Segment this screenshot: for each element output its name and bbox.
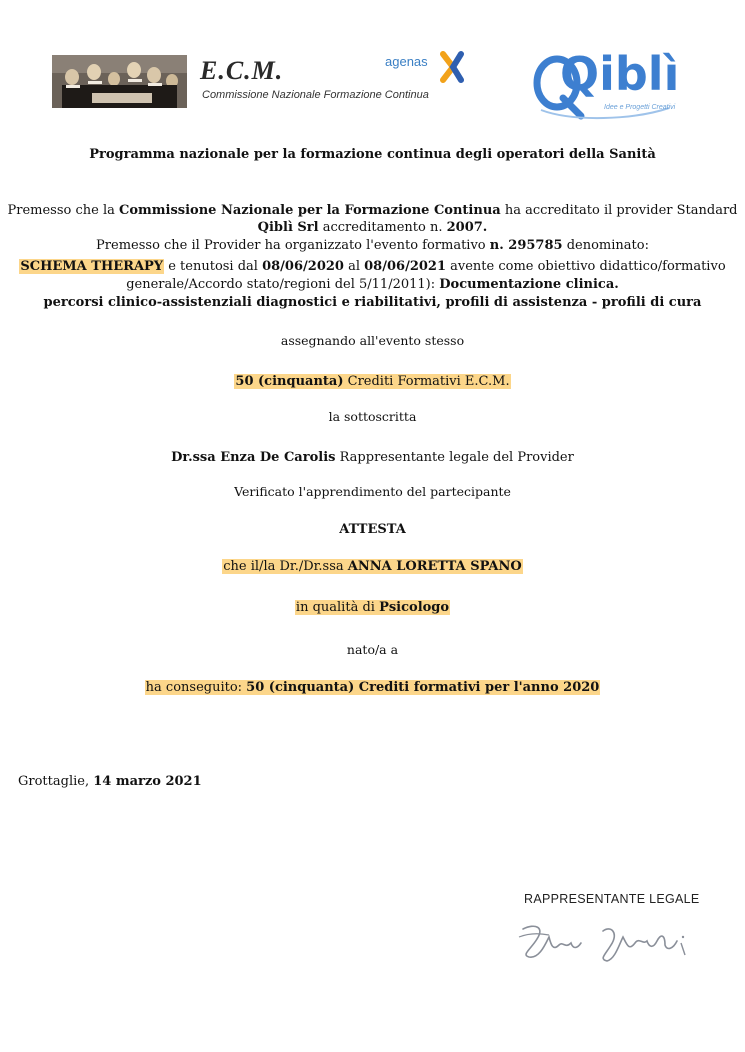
event-name: SCHEMA THERAPY	[20, 259, 164, 274]
place: Grottaglie,	[18, 774, 94, 789]
event-number: n. 295785	[489, 238, 563, 253]
participant-line	[0, 558, 745, 575]
participant-name: ANNA LORETTA SPANO	[347, 559, 522, 574]
ecm-title: E.C.M.	[200, 56, 284, 85]
qibli-tagline: Idee e Progetti Creativi	[604, 104, 676, 111]
premise-text: e tenutosi dal	[164, 259, 263, 274]
achieved-prefix: ha conseguito:	[145, 680, 247, 695]
credits-text: Crediti Formativi E.C.M.	[343, 374, 510, 389]
premise-text: accreditamento n.	[318, 220, 447, 235]
premise-text: denominato:	[562, 238, 649, 253]
credits-number: 50 (cinquanta)	[235, 374, 344, 389]
premise-text: avente come obiettivo didattico/formativo	[446, 259, 726, 274]
representative-role: Rappresentante legale del Provider	[335, 450, 574, 465]
place-date	[18, 773, 202, 790]
assigning-text: assegnando all'evento stesso	[280, 333, 465, 348]
quality-value: Psicologo	[379, 600, 450, 615]
premise-line-5	[0, 276, 745, 293]
attesta-heading: ATTESTA	[339, 522, 406, 537]
achieved-value: 50 (cinquanta) Crediti formativi per l'anno 2020	[246, 680, 600, 695]
qibli-logo-text: Qiblì	[560, 47, 680, 101]
participant-prefix: che il/la Dr./Dr.ssa	[223, 559, 348, 574]
program-title: Programma nazionale per la formazione continua degli operatori della Sanità	[89, 147, 656, 162]
date: 14 marzo 2021	[93, 774, 202, 789]
achieved-line	[0, 679, 745, 696]
verified-text: Verificato l'apprendimento del partecipante	[234, 484, 511, 499]
premise-line-1	[0, 202, 745, 219]
premise-line-4	[0, 258, 745, 275]
undersigned-text: la sottoscritta	[328, 409, 417, 424]
start-date: 08/06/2020	[262, 259, 344, 274]
premise-line-3	[0, 237, 745, 254]
representative-line	[0, 449, 745, 466]
premise-line-6: percorsi clinico-assistenziali diagnostici e riabilitativi, profili di assistenza - profili di cura	[43, 295, 702, 310]
ecm-painting-image	[52, 55, 187, 108]
agenas-logo-text: agenas	[385, 54, 428, 69]
quality-line	[0, 599, 745, 616]
provider-name: Qiblì Srl	[257, 220, 319, 235]
premise-text: Premesso che la	[7, 203, 119, 218]
signature-label: RAPPRESENTANTE LEGALE	[524, 892, 700, 906]
ecm-subtitle: Commissione Nazionale Formazione Continua	[202, 89, 429, 101]
born-text: nato/a a	[346, 642, 399, 657]
objective: Documentazione clinica.	[439, 277, 619, 292]
premise-line-2	[0, 219, 745, 236]
representative-name: Dr.ssa Enza De Carolis	[171, 450, 336, 465]
premise-text: al	[343, 259, 365, 274]
agenas-logo-icon	[437, 50, 469, 84]
credits-line	[0, 373, 745, 390]
handwritten-signature	[515, 915, 695, 970]
commission-name: Commissione Nazionale per la Formazione Continua	[119, 203, 501, 218]
end-date: 08/06/2021	[364, 259, 446, 274]
premise-text: Premesso che il Provider ha organizzato l'evento formativo	[96, 238, 490, 253]
quality-prefix: in qualità di	[295, 600, 380, 615]
accreditation-number: 2007.	[446, 220, 488, 235]
premise-text: generale/Accordo stato/regioni del 5/11/2011):	[126, 277, 440, 292]
premise-text: ha accreditato il provider Standard	[500, 203, 738, 218]
